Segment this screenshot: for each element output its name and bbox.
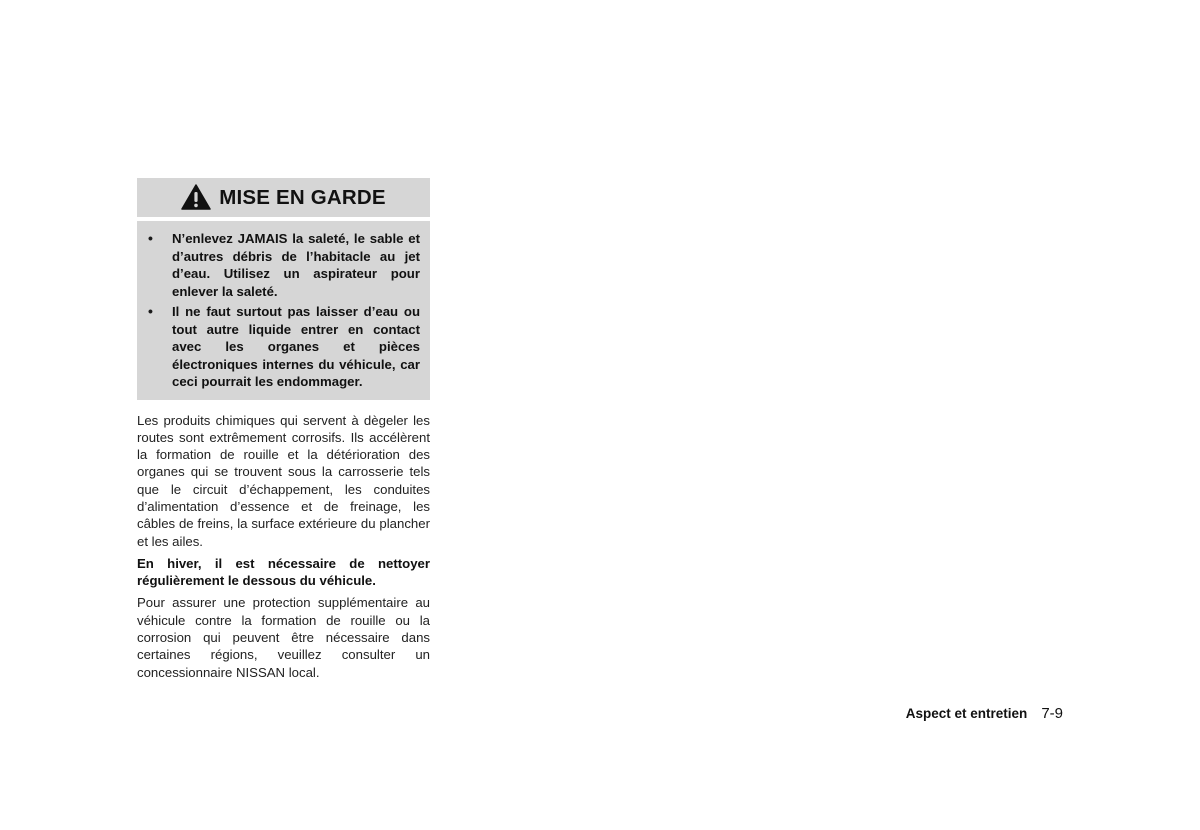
warning-bullet (147, 303, 420, 391)
warning-bullet-text: Il ne faut surtout pas laisser d’eau ou tout autre liquide entrer en contact avec les organes et pièces électroniques internes du véhicule, car ceci pourrait les endommager. (172, 304, 420, 389)
warning-title: MISE EN GARDE (219, 185, 386, 209)
body-paragraph: Pour assurer une protection supplémentaire au véhicule contre la formation de rouille ou la corrosion qui peuvent être nécessaire dans certaines régions, veuillez consulter un concessionnaire NISSAN local. (137, 595, 430, 680)
page-number: 7-9 (1041, 705, 1063, 722)
bullet-marker: • (148, 230, 153, 246)
warning-bullet-text: N’enlevez JAMAIS la saleté, le sable et d’autres débris de l’habitacle au jet d’eau. Utilisez un aspirateur pour enlever la saleté. (172, 231, 420, 299)
body-paragraph: Les produits chimiques qui servent à dègeler les routes sont extrêmement corrosifs. Ils accélèrent la formation de rouille et la détérioration des organes qui se trouvent sous la carrosserie tels que le circuit d’échappement, les conduites d’alimentation d’essence et de freinage, les câbles de freins, la surface extérieure du plancher et les ailes. (137, 412, 430, 549)
warning-bullet (147, 230, 420, 300)
text-column (137, 178, 430, 681)
warning-triangle-icon (181, 184, 211, 210)
body-paragraph-bold: En hiver, il est nécessaire de nettoyer régulièrement le dessous du véhicule. (137, 555, 430, 589)
footer-section-title: Aspect et entretien (905, 706, 1028, 721)
warning-header (137, 178, 430, 217)
page-footer (906, 705, 1063, 722)
bullet-marker: • (148, 303, 153, 319)
warning-body (137, 221, 430, 400)
